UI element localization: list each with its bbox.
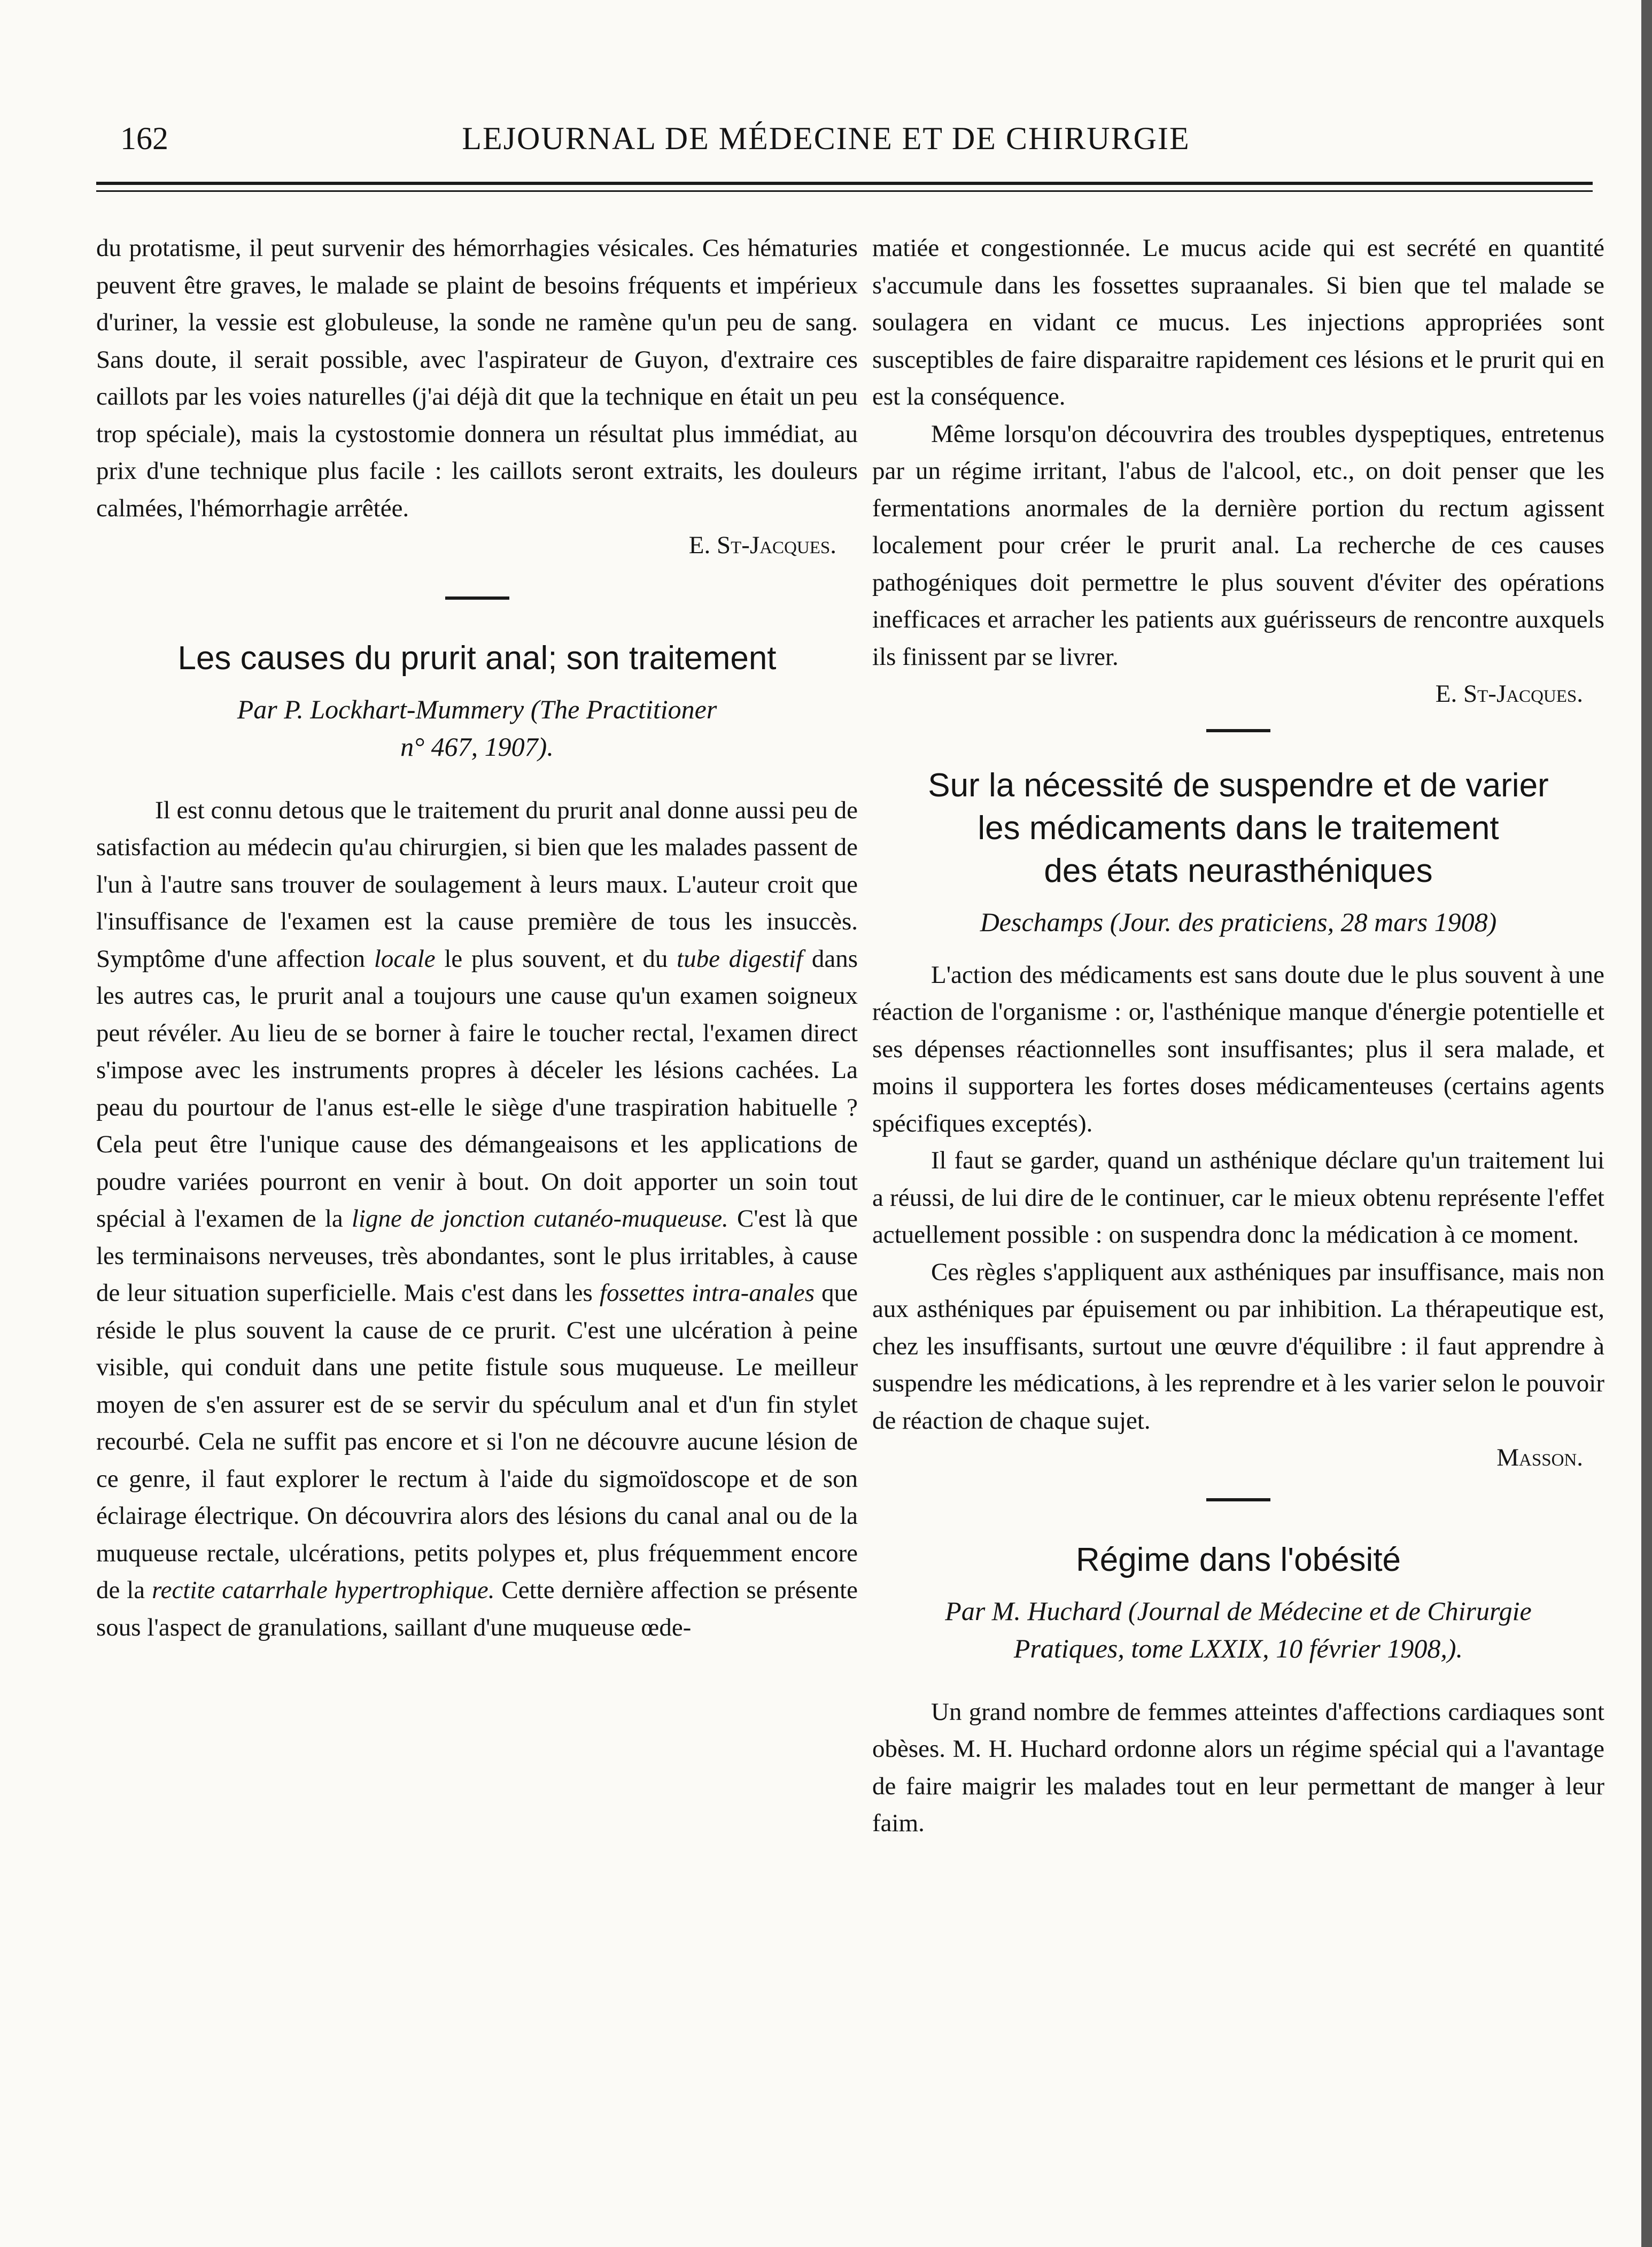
signature: E. St-Jacques. — [1435, 680, 1583, 708]
emphasis: rectite catarrhale hypertrophique. — [152, 1576, 495, 1604]
article-byline — [96, 691, 858, 765]
byline-line: n° 467, 1907). — [400, 731, 554, 762]
emphasis: fossettes intra-anales — [599, 1279, 815, 1307]
paragraph: L'action des médicaments est sans doute due le plus souvent à une réaction de l'organisme : or, l'asthénique manque d'énergie potentielle et ses dépenses réactionnelles sont insuffisantes; plus il sera malade, et moins il supportera les fortes doses médicamenteuses (certains agents spécifiques exceptés). — [872, 960, 1604, 1137]
article-body — [96, 792, 858, 1647]
section-divider — [1206, 729, 1270, 732]
title-line: les médicaments dans le traitement — [978, 809, 1499, 847]
left-column — [96, 230, 858, 1646]
article-title — [872, 764, 1604, 893]
section-divider — [1206, 1498, 1270, 1501]
signature: Masson. — [1496, 1444, 1583, 1471]
paragraph: Même lorsqu'on découvrira des troubles dyspeptiques, entretenus par un régime irritant, l'abus de l'alcool, etc., on doit penser que les fermentations anormales de la dernière portion du rectum agissent localement pour créer le prurit anal. La recherche de ces causes pathogéniques doit permettre le plus souvent d'éviter des opérations inefficaces et arracher les patients aux guérisseurs de rencontre auxquels ils finissent par se livrer. — [872, 420, 1604, 671]
emphasis: tube digestif — [677, 944, 803, 973]
page-number: 162 — [120, 121, 168, 156]
text-run: C'est là que les terminaisons nerveuses, très abondantes, sont le plus irritables, à cause de leur situation superficielle. Mais c'est dans les — [96, 1205, 858, 1307]
scan-edge — [1641, 0, 1652, 2247]
byline-line: Par M. Huchard (Journal de Médecine et de Chirurgie — [945, 1595, 1532, 1626]
right-column — [872, 230, 1604, 1842]
paragraph: Ces règles s'appliquent aux asthéniques par insuffisance, mais non aux asthéniques par épuisement ou par inhibition. La thérapeutique est, chez les insuffisants, surtout une œuvre d'équilibre : il faut apprendre à suspendre les médications, à les reprendre et à les varier selon le pouvoir de réaction de chaque sujet. — [872, 1258, 1604, 1435]
text-run: le plus souvent, et du — [435, 944, 677, 973]
byline-line: Pratiques, tome LXXIX, 10 février 1908,). — [1013, 1633, 1463, 1663]
signature: E. St-Jacques. — [688, 531, 836, 559]
article-byline: Deschamps (Jour. des praticiens, 28 mars 1908) — [980, 906, 1497, 937]
title-line: Sur la nécessité de suspendre et de varier — [928, 766, 1549, 804]
article-byline — [872, 1592, 1604, 1667]
continued-paragraph: matiée et congestionnée. Le mucus acide qui est secrété en quantité s'accumule dans les fossettes supraanales. Si bien que tel malade se soulagera en vidant ce mucus. Les injections appropriées sont susceptibles de faire disparaitre rapidement ces lésions et le prurit qui en est la conséquence. — [872, 234, 1604, 410]
text-run: Il est connu detous que le traitement du prurit anal donne aussi peu de satisfaction au médecin qu'au chirurgien, si bien que les malades passent de l'un à l'autre sans trouver de soulagement à leurs maux. L'auteur croit que l'insuffisance de l'examen est la cause première de tous les insuccès. Symptôme d'une affection — [96, 796, 858, 973]
text-run: que réside le plus souvent la cause de ce prurit. C'est une ulcération à peine visible, qui conduit dans une petite fistule sous muqueuse. Le meilleur moyen de s'en assurer est de se servir du spéculum anal et d'un fin stylet recourbé. Cela ne suffit pas encore et si l'on ne découvre aucune lésion de ce genre, il faut explorer le rectum à l'aide du sigmoïdoscope et de son éclairage électrique. On découvrira alors des lésions du canal anal ou de la muqueuse rectale, ulcérations, petits polypes et, plus fréquemment encore de la — [96, 1279, 858, 1604]
paragraph: Un grand nombre de femmes atteintes d'affections cardiaques sont obèses. M. H. Huchard ordonne alors un régime spécial qui a l'avantage de faire maigrir les malades tout en leur permettant de manger à leur faim. — [872, 1698, 1604, 1837]
paragraph: Il faut se garder, quand un asthénique déclare qu'un traitement lui a réussi, de lui dire de le continuer, car le mieux obtenu représente l'effet actuellement possible : on suspendra donc la médication à ce moment. — [872, 1146, 1604, 1249]
header-rule-top — [96, 182, 1593, 185]
text-run: Cette dernière affection se présente sous l'aspect de granulations, saillant d'une muqueuse œde- — [96, 1576, 858, 1641]
journal-title: LEJOURNAL DE MÉDECINE ET DE CHIRURGIE — [462, 121, 1190, 156]
emphasis: ligne de jonction cutanéo-muqueuse. — [351, 1205, 728, 1233]
title-line: des états neurasthéniques — [1044, 852, 1433, 889]
page-header — [0, 0, 1652, 203]
emphasis: locale — [374, 944, 436, 973]
byline-line: Par P. Lockhart-Mummery (The Practitioner — [237, 694, 717, 724]
text-run: dans les autres cas, le prurit anal a toujours une cause qu'un examen soigneux peut révéler. Au lieu de se borner à faire le toucher rectal, l'examen direct s'impose avec les instruments propres à déceler les lésions cachées. La peau du pourtour de l'anus est-elle le siège d'une traspiration habituelle ? Cela peut être l'unique cause des démangeaisons et les applications de poudre variées pourront en venir à bout. On doit apporter un soin tout spécial à l'examen de la — [96, 944, 858, 1233]
continued-paragraph: du protatisme, il peut survenir des hémorrhagies vésicales. Ces hématuries peuvent être graves, le malade se plaint de besoins fréquents et impérieux d'uriner, la vessie est globuleuse, la sonde ne ramène qu'un peu de sang. Sans doute, il serait possible, avec l'aspirateur de Guyon, d'extraire ces caillots par les voies naturelles (j'ai déjà dit que la technique en était un peu trop spéciale), mais la cystostomie donnera un résultat plus immédiat, au prix d'une technique plus facile : les caillots seront extraits, les douleurs calmées, l'hémorrhagie arrêtée. — [96, 234, 858, 522]
header-rule-bottom — [96, 190, 1593, 192]
section-divider — [445, 596, 509, 600]
article-title: Les causes du prurit anal; son traitement — [177, 639, 777, 677]
article-title: Régime dans l'obésité — [1075, 1541, 1401, 1578]
